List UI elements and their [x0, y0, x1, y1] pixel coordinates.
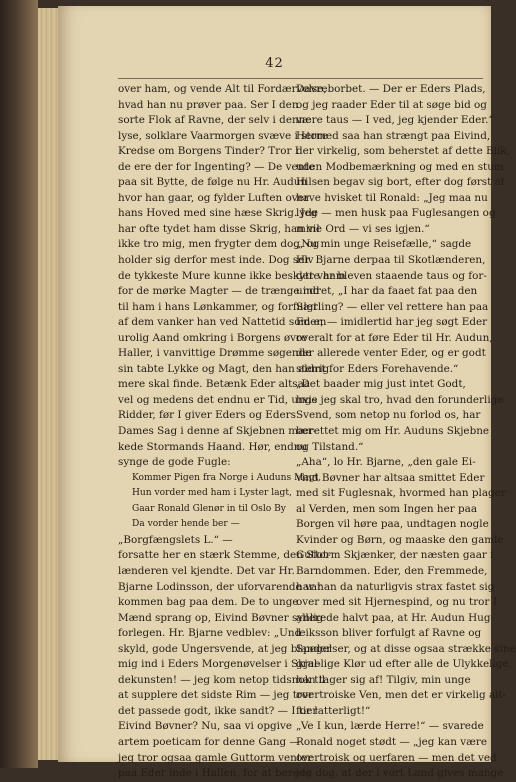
text-line: de tykkeste Mure kunne ikke beskytte ham	[118, 269, 346, 282]
header-rule	[118, 78, 483, 79]
text-line: uden Modbemærkning og med en stum	[296, 160, 504, 173]
text-line: lyde — men husk paa Fuglesangen og	[296, 207, 496, 220]
text-line: og Tilstand.“	[296, 440, 364, 453]
text-line: Haller, i vanvittige Drømme søgende	[118, 347, 312, 360]
text-line: de ere der for Ingenting? — De vente	[118, 160, 315, 173]
text-line: leiksson bliver forfulgt af Ravne og	[296, 627, 482, 640]
text-line: hvis jeg skal tro, hvad den forunderlige	[296, 393, 504, 406]
book-spine	[0, 0, 38, 768]
text-line: Dames Sag i denne af Skjebnen mær-	[118, 425, 317, 438]
text-line: Bjarne Lodinsson, der uforvarende var	[118, 580, 323, 593]
text-line: Davreborbet. — Der er Eders Plads,	[296, 83, 486, 95]
text-line: mere skal finde. Betænk Eder altsaa	[118, 378, 310, 391]
text-line: Barndommen. Eder, den Fremmede,	[296, 564, 488, 577]
text-line: til ham i hans Lønkammer, og forfulgt	[118, 300, 318, 313]
page-number: 42	[265, 56, 284, 71]
text-line: allerede halvt paa, at Hr. Audun Hug-	[296, 611, 495, 624]
text-line: sorte Flok af Ravne, der selv i denne	[118, 114, 312, 127]
text-line: overtroiske Ven, men det er virkelig alt-	[296, 689, 507, 702]
page-stack-edge	[38, 8, 60, 760]
text-line: synge de gode Fugle:	[118, 456, 231, 469]
text-line: for latterligt!“	[296, 704, 371, 717]
right-column	[296, 82, 516, 782]
text-line: jeg dog, at der i vort Land gives mange	[296, 767, 504, 780]
text-line: der virkelig, som beherstet af dette Blik,	[296, 145, 510, 158]
verse-line: Da vorder hende ber —	[132, 519, 240, 530]
text-line: kede Stormands Haand. Hør, endnu	[118, 440, 308, 453]
text-line: holder sig derfor mest inde. Dog selv	[118, 254, 314, 267]
text-line: al Verden, men som Ingen her paa	[296, 502, 478, 515]
verse-line: Gaar Ronald Glenør in til Oslo By	[132, 503, 286, 514]
text-line: have hvisket til Ronald: „Jeg maa nu	[296, 191, 488, 204]
text-line: for de mørke Magter — de trænge ind	[118, 285, 320, 298]
text-line: lyse, solklare Vaarmorgen svæve i store	[118, 129, 328, 142]
text-line: forlegen. Hr. Bjarne vedblev: „Und	[118, 627, 302, 640]
text-line: paa sit Bytte, de følge nu Hr. Audun	[118, 176, 308, 189]
text-line: Borgen vil høre paa, undtagen nogle	[296, 518, 489, 531]
text-line: Kvinder og Børn, og maaske den gamle	[296, 533, 504, 546]
text-line: og jeg raader Eder til at søge bid og	[296, 98, 487, 111]
text-line: Ridder, før I giver Eders og Eders	[118, 409, 296, 422]
text-line: Svend, som netop nu forlod os, har	[296, 409, 481, 422]
text-line: „Aha“, lo Hr. Bjarne, „den gale Ei-	[296, 456, 476, 469]
text-line: „Nu min unge Reisefælle,“ sagde	[296, 238, 472, 251]
text-line: dekunsten! — jeg kom netop tidsnok til	[118, 673, 326, 686]
text-line: over med sit Hjernespind, og nu tror I	[296, 596, 497, 609]
text-line: skyld, gode Ungersvende, at jeg blander	[118, 642, 332, 655]
text-line: undret, „I har da faaet fat paa den	[296, 285, 478, 298]
text-line: kommen bag paa dem. De to unge	[118, 596, 299, 609]
text-line: mig ind i Eders Morgenøvelser i Skjal-	[118, 658, 321, 671]
text-line: Guttorm Skjænker, der næsten gaar i	[296, 549, 494, 562]
text-line: har ofte tydet ham disse Skrig, han vil	[118, 222, 320, 235]
text-line: Hilsen begav sig bort, efter dog først at	[296, 176, 505, 189]
text-line: det passede godt, ikke sandt? — I tier	[118, 704, 318, 717]
text-line: der allerede venter Eder, og er godt	[296, 347, 486, 360]
text-line: der var bleven staaende taus og for-	[296, 269, 487, 282]
text-line: „Ve I kun, lærde Herre!“ — svarede	[296, 720, 484, 733]
text-line: „Borgfængslets L.“ —	[118, 533, 233, 546]
text-line: Eivind Bøvner? Nu, saa vi opgive	[118, 720, 293, 733]
text-line: paa Eder inde i Hallen, for at berede	[118, 767, 312, 780]
book-page	[58, 6, 516, 780]
text-line: Eder, — imidlertid har jeg søgt Eder	[296, 316, 488, 329]
text-line: stemt for Eders Forehavende.“	[296, 362, 459, 375]
text-line: lænderen vel kjendte. Det var Hr.	[118, 564, 295, 577]
text-line: Spøgelser, og at disse ogsaa strække sine	[296, 642, 516, 655]
text-line: hvor han gaar, og fylder Luften over	[118, 191, 309, 204]
text-line: være taus — I ved, jeg kjender Eder.“	[296, 114, 494, 127]
text-line: vind Bøvner har altsaa smittet Eder	[296, 471, 485, 484]
text-line: vel og medens det endnu er Tid, unge	[118, 393, 318, 406]
text-line: Hr. Bjarne derpaa til Skotlænderen,	[296, 254, 486, 267]
text-line: med sit Fuglesnak, hvormed han plager	[296, 487, 506, 500]
text-line: af dem vanker han ved Nattetid som en	[118, 316, 327, 329]
text-line: gruelige Klør ud efter alle de Ulykkelige,	[296, 658, 512, 671]
text-line: hans Hoved med sine hæse Skrig. Jeg	[118, 207, 318, 220]
text-line: sin tabte Lykke og Magt, den han aldrig	[118, 362, 330, 375]
text-line: overalt for at føre Eder til Hr. Audun,	[296, 331, 493, 344]
text-line: „Det baader mig just intet Godt,	[296, 378, 466, 391]
text-line: Mænd sprang op, Eivind Bøvner synlig	[118, 611, 324, 624]
verse-line: Kommer Pigen fra Norge i Auduns Magt,	[132, 472, 322, 483]
text-line: Kredse om Borgens Tinder? Tror I	[118, 145, 299, 158]
text-line: mine Ord — vi ses igjen.“	[296, 222, 430, 235]
verse-line: Hun vorder med ham i Lyster lagt,	[132, 488, 292, 499]
text-line: Hermed saa han strængt paa Eivind,	[296, 129, 491, 142]
text-line: har han da naturligvis strax fastet sig	[296, 580, 495, 593]
text-line: Ronald noget stødt — „jeg kan være	[296, 735, 488, 748]
text-line: jeg tror ogsaa gamle Guttorm venter	[118, 751, 313, 764]
text-line: overtroisk og uerfaren — men det ved	[296, 751, 497, 764]
text-line: urolig Aand omkring i Borgens øvre	[118, 331, 308, 344]
text-line: Særling? — eller vel rettere han paa	[296, 300, 489, 313]
text-line: artem poeticam for denne Gang —	[118, 735, 300, 748]
text-line: over ham, og vende Alt til Fordærvelse,	[118, 83, 327, 95]
text-line: ikke tro mig, men frygter dem dog, og	[118, 238, 320, 251]
text-line: at supplere det sidste Rim — jeg tror	[118, 689, 314, 702]
text-line: berettet mig om Hr. Auduns Skjebne	[296, 425, 490, 438]
text-line: han tager sig af! Tilgiv, min unge	[296, 673, 471, 686]
text-line: hvad han nu prøver paa. Ser I den	[118, 98, 299, 111]
text-line: forsatte her en stærk Stemme, den Slot-	[118, 549, 331, 562]
